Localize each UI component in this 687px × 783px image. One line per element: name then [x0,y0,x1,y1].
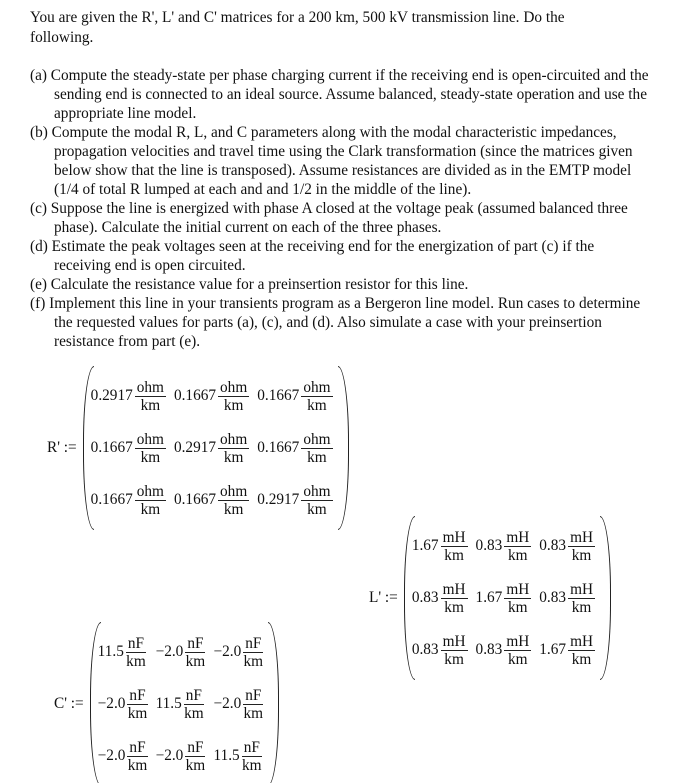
unit-fraction [135,483,166,518]
matrix-entry [156,687,206,722]
unit-numerator: nF [127,634,145,652]
matrix-cell [91,370,174,422]
unit-denominator: km [243,704,264,722]
unit-fraction [568,529,595,564]
matrix-cell [476,520,540,572]
matrix-cell [412,520,476,572]
matrix-entry [213,739,263,774]
unit-denominator: km [508,546,528,564]
matrix-cell [213,730,271,782]
unit-numerator: ohm [303,482,331,500]
matrix-body [90,622,280,783]
entry-value: 11.5 [97,643,124,660]
entry-value: 0.1667 [257,439,300,456]
unit-numerator: mH [570,528,594,546]
unit-numerator: ohm [136,378,164,396]
unit-numerator: mH [442,528,466,546]
intro-text: You are given the R', L' and C' matrices for a 200 km, 500 kV transmission line. Do the following. [30,9,565,46]
entry-value: 0.83 [475,537,503,554]
unit-fraction [301,431,332,466]
matrix-entry [476,529,532,564]
unit-fraction [301,379,332,414]
entry-value: 0.1667 [257,387,300,404]
l-matrix [369,516,611,680]
r-matrix [47,366,349,530]
task-e: (e) Calculate the resistance value for a preinsertion resistor for this line. [30,276,469,293]
entry-value: 0.2917 [173,439,217,456]
unit-denominator: km [444,598,464,616]
task-c: (c) Suppose the line is energized with phase A closed at the voltage peak (assumed balanced three phase). Calculate the initial current on each of the three phases. [30,200,628,236]
matrix-entry [91,431,166,466]
matrix-table [412,520,603,676]
unit-numerator: mH [506,528,530,546]
unit-fraction [243,635,263,670]
left-paren [404,516,415,680]
task-d: (d) Estimate the peak voltages seen at the receiving end for the energization of part (c) if the receiving end is open circuited. [30,238,595,274]
unit-denominator: km [508,650,528,668]
matrix-cell [539,520,603,572]
entry-value: 0.83 [411,589,439,606]
left-paren [90,622,101,783]
matrix-entry [257,431,332,466]
matrix-entry [98,687,148,722]
matrix-entry [257,379,332,414]
unit-numerator: mH [442,580,466,598]
entry-value: −2.0 [213,695,242,712]
entry-value: 0.83 [411,641,439,658]
unit-fraction [441,529,468,564]
unit-denominator: km [307,448,327,466]
matrix-cell [213,678,271,730]
matrix-entry [412,581,468,616]
unit-denominator: km [243,652,264,670]
unit-denominator: km [571,546,592,564]
unit-numerator: ohm [220,430,248,448]
unit-denominator: km [223,396,244,414]
matrix-cell [412,572,476,624]
c-matrix [54,622,279,783]
matrix-row [412,572,603,624]
unit-fraction [127,687,147,722]
matrix-row [98,678,272,730]
entry-value: 0.2917 [90,387,133,404]
unit-denominator: km [140,448,161,466]
matrix-label: L' := [369,589,398,606]
unit-denominator: km [223,448,244,466]
unit-numerator: nF [187,634,204,652]
unit-fraction [441,581,468,616]
unit-numerator: ohm [220,482,248,500]
entry-value: 0.1667 [90,439,133,456]
matrix-row [98,626,272,678]
entry-value: −2.0 [97,695,126,712]
matrix-cell [91,474,174,526]
entry-value: 1.67 [539,641,567,658]
entry-value: 0.1667 [173,491,217,508]
matrix-row [412,624,603,676]
matrix-row [91,422,341,474]
unit-fraction [185,635,205,670]
entry-value: −2.0 [155,643,184,660]
matrix-entry [156,739,206,774]
matrix-row [98,730,272,782]
matrix-cell [412,624,476,676]
unit-numerator: ohm [220,378,248,396]
unit-denominator: km [307,500,327,518]
matrix-cell [98,678,156,730]
entry-value: 1.67 [475,589,503,606]
matrix-entry [476,633,532,668]
entry-value: 0.1667 [173,387,217,404]
unit-numerator: nF [187,738,204,756]
unit-fraction [218,431,249,466]
matrix-cell [539,624,603,676]
matrix-cell [156,730,214,782]
matrix-body [404,516,611,680]
matrix-label: C' := [54,695,84,712]
matrix-entry [213,635,263,670]
task-a: (a) Compute the steady-state per phase charging current if the receiving end is open-circuited and the sending end is connected to an ideal source. Assume balanced, steady-state operation and use the appropriate line model. [30,67,649,122]
matrix-entry [476,581,532,616]
unit-fraction [243,687,263,722]
entry-value: 0.1667 [90,491,133,508]
unit-numerator: nF [243,738,260,756]
entry-value: 0.83 [539,537,567,554]
entry-value: 0.83 [539,589,567,606]
task-b: (b) Compute the modal R, L, and C parameters along with the modal characteristic impedances, propagation velocities and travel time using the Clark transformation (since the matrices given below show that the line is transposed). Assume resistances are divided as in the EMTP model (1/4 of total R lumped at each and and 1/2 in the middle of the line). [30,124,633,198]
unit-fraction [568,633,595,668]
matrix-entry [174,431,249,466]
unit-denominator: km [444,546,464,564]
unit-denominator: km [508,598,528,616]
matrix-cell [213,626,271,678]
matrix-cell [98,626,156,678]
matrix-cell [174,474,257,526]
unit-fraction [218,379,249,414]
unit-fraction [504,633,531,668]
entry-value: 1.67 [411,537,439,554]
entry-value: −2.0 [213,643,242,660]
unit-numerator: mH [442,632,466,650]
unit-numerator: ohm [136,482,164,500]
matrix-cell [257,474,340,526]
entry-value: 11.5 [155,695,182,712]
matrix-cell [539,572,603,624]
unit-fraction [504,581,531,616]
matrix-cell [174,422,257,474]
unit-fraction [441,633,468,668]
matrix-entry [539,529,595,564]
matrix-body [83,366,349,530]
unit-numerator: mH [506,580,530,598]
unit-numerator: mH [506,632,530,650]
matrix-entry [412,633,468,668]
unit-numerator: ohm [303,378,331,396]
unit-denominator: km [127,704,148,722]
left-paren [83,366,94,530]
unit-fraction [184,687,204,722]
unit-fraction [185,739,205,774]
unit-denominator: km [185,652,206,670]
entry-value: 0.2917 [257,491,300,508]
entry-value: 0.83 [475,641,503,658]
unit-fraction [301,483,332,518]
unit-denominator: km [571,598,592,616]
unit-denominator: km [223,500,244,518]
unit-denominator: km [184,704,204,722]
unit-fraction [242,739,262,774]
task-f: (f) Implement this line in your transients program as a Bergeron line model. Run cases to determine the requested values for parts (a), (c), and (d). Also simulate a case with your preinsertion resistance from part (e). [30,295,641,350]
matrix-cell [91,422,174,474]
matrix-entry [156,635,206,670]
unit-numerator: nF [129,738,146,756]
unit-fraction [504,529,531,564]
unit-numerator: mH [570,632,594,650]
unit-denominator: km [185,756,206,774]
matrix-entry [98,739,148,774]
unit-denominator: km [126,652,146,670]
entry-value: −2.0 [97,747,126,764]
matrix-table [98,626,272,782]
task-list [30,66,650,351]
unit-denominator: km [127,756,148,774]
matrix-entry [257,483,332,518]
unit-numerator: nF [129,686,146,704]
unit-denominator: km [307,396,327,414]
matrix-cell [156,678,214,730]
matrix-row [91,370,341,422]
matrix-entry [539,633,595,668]
matrix-entry [91,379,166,414]
unit-denominator: km [140,500,161,518]
matrix-entry [213,687,263,722]
matrix-entry [539,581,595,616]
unit-fraction [218,483,249,518]
entry-value: −2.0 [155,747,184,764]
matrix-entry [98,635,148,670]
right-paren [338,366,349,530]
unit-denominator: km [571,650,592,668]
right-paren [268,622,279,783]
unit-fraction [568,581,595,616]
matrix-entry [174,379,249,414]
unit-fraction [126,635,146,670]
matrix-cell [156,626,214,678]
matrix-row [412,520,603,572]
unit-fraction [135,431,166,466]
matrix-cell [257,370,340,422]
unit-fraction [135,379,166,414]
matrix-cell [476,572,540,624]
unit-numerator: ohm [136,430,164,448]
right-paren [600,516,611,680]
unit-fraction [127,739,147,774]
matrix-entry [412,529,468,564]
matrix-cell [98,730,156,782]
unit-numerator: nF [245,686,262,704]
unit-numerator: mH [570,580,594,598]
matrix-table [91,370,341,526]
entry-value: 11.5 [213,747,240,764]
matrix-label: R' := [47,439,77,456]
unit-denominator: km [140,396,161,414]
unit-numerator: ohm [303,430,331,448]
matrix-entry [174,483,249,518]
unit-numerator: nF [245,634,262,652]
unit-denominator: km [444,650,464,668]
matrix-row [91,474,341,526]
matrix-cell [257,422,340,474]
matrix-cell [174,370,257,422]
matrix-entry [91,483,166,518]
unit-denominator: km [241,756,262,774]
matrix-cell [476,624,540,676]
unit-numerator: nF [185,686,202,704]
